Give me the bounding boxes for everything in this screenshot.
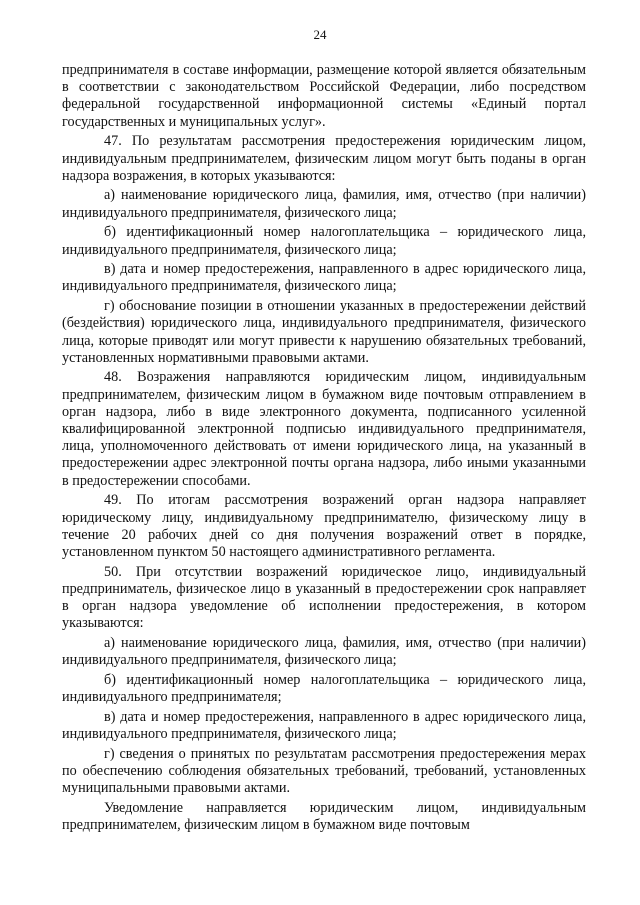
paragraph-47-v: в) дата и номер предостережения, направленного в адрес юридического лица, индивидуального предпринимателя, физического лица; xyxy=(62,261,586,295)
paragraph-50-b: б) идентификационный номер налогоплательщика – юридического лица, индивидуального предпринимателя; xyxy=(62,671,586,706)
paragraph-47-b: б) идентификационный номер налогоплательщика – юридического лица, индивидуального предпринимателя, физического лица; xyxy=(62,224,586,258)
paragraph-47-g: г) обоснование позиции в отношении указанных в предостережении действий (бездействия) юридического лица, индивидуального предпринимателя, физического лица, которые приводят или могут привести к нарушению обязательных требований, установленных нормативными правовыми актами. xyxy=(62,298,586,366)
paragraph-50-g: г) сведения о принятых по результатам рассмотрения предостережения мерах по обеспечению соблюдения обязательных требований, требований, установленных муниципальными правовыми актами. xyxy=(62,745,586,797)
paragraph-49: 49. По итогам рассмотрения возражений орган надзора направляет юридическому лицу, индивидуальному предпринимателю, физическому лицу в течение 20 рабочих дней со дня получения возражений ответ в порядке, установленном пунктом 50 настоящего административного регламента. xyxy=(62,492,586,560)
paragraph-notification: Уведомление направляется юридическим лицом, индивидуальным предпринимателем, физическим лицом в бумажном виде почтовым xyxy=(62,799,586,834)
page-number: 24 xyxy=(313,27,327,42)
paragraph-50-a: а) наименование юридического лица, фамилия, имя, отчество (при наличии) индивидуального предпринимателя, физического лица; xyxy=(62,635,586,669)
paragraph-50-v: в) дата и номер предостережения, направленного в адрес юридического лица, индивидуального предпринимателя, физического лица; xyxy=(62,708,586,743)
paragraph-47-a: а) наименование юридического лица, фамилия, имя, отчество (при наличии) индивидуального предпринимателя, физического лица; xyxy=(62,187,586,221)
paragraph-continuation: предпринимателя в составе информации, размещение которой является обязательным в соответствии с законодательством Российской Федерации, либо посредством федеральной государственной информационной системы «Единый портал государственных и муниципальных услуг». xyxy=(62,62,586,130)
document-body xyxy=(62,62,586,834)
paragraph-48: 48. Возражения направляются юридическим лицом, индивидуальным предпринимателем, физическим лицом в бумажном виде почтовым отправлением в орган надзора, либо в виде электронного документа, подписанного усиленной квалифицированной электронной подписью индивидуального предпринимателя, лица, уполномоченного действовать от имени юридического лица, на указанный в предостережении адрес электронной почты органа надзора, либо иными указанными в предостережении способами. xyxy=(62,369,586,489)
paragraph-47: 47. По результатам рассмотрения предостережения юридическим лицом, индивидуальным предпринимателем, физическим лицом могут быть поданы в орган надзора возражения, в которых указываются: xyxy=(62,133,586,184)
paragraph-50: 50. При отсутствии возражений юридическое лицо, индивидуальный предприниматель, физическое лицо в указанный в предостережении срок направляет в орган надзора уведомление об исполнении предостережения, в котором указываются: xyxy=(62,563,586,632)
